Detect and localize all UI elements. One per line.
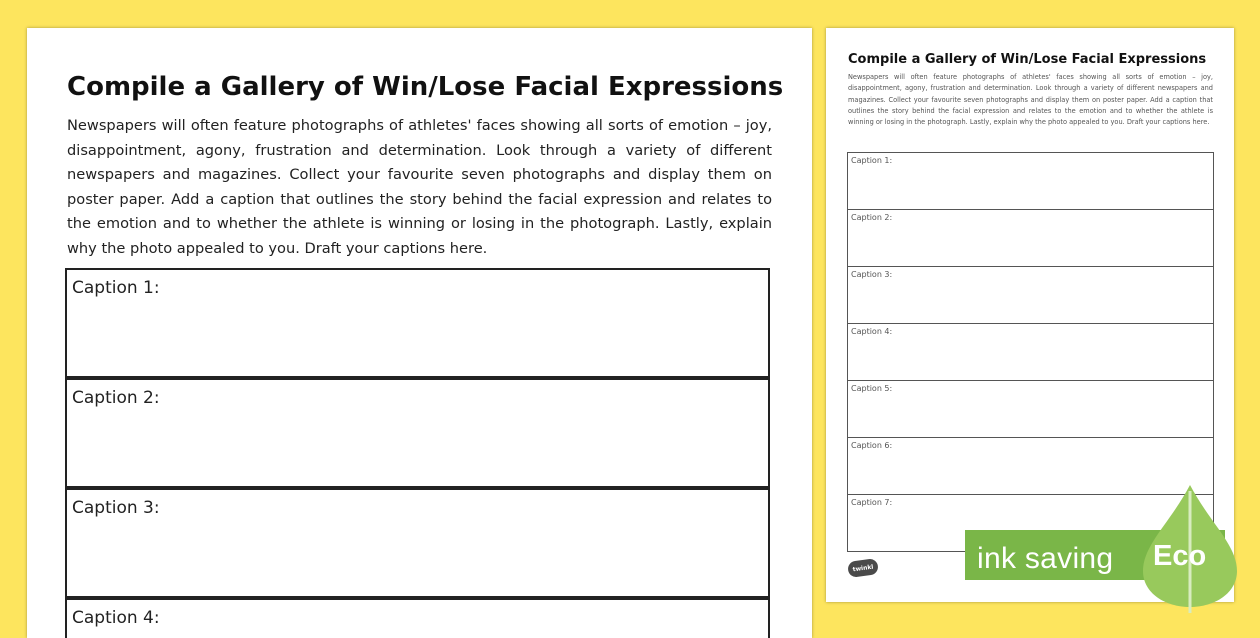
caption-box-3 xyxy=(65,488,770,598)
thumbnail-caption-label-7: Caption 7: xyxy=(851,498,893,507)
thumbnail-caption-box-5 xyxy=(847,380,1214,438)
caption-box-4 xyxy=(65,598,770,638)
caption-label-4: Caption 4: xyxy=(72,608,160,628)
caption-label-1: Caption 1: xyxy=(72,278,160,298)
thumbnail-caption-label-1: Caption 1: xyxy=(851,156,893,165)
thumbnail-caption-box-4 xyxy=(847,323,1214,381)
thumbnail-instructions: Newspapers will often feature photographs of athletes' faces showing all sorts of emotion – joy, disappointment, agony, frustration and determination. Look through a variety of different newspapers and magazines. Collect your favourite seven photographs and display them on poster paper. Add a caption that outlines the story behind the facial expression and relates to the emotion and to whether the athlete is winning or losing in the photograph. Lastly, explain why the photo appealed to you. Draft your captions here. xyxy=(848,73,1213,127)
thumbnail-caption-label-6: Caption 6: xyxy=(851,441,893,450)
worksheet-page-large xyxy=(27,28,812,638)
thumbnail-caption-label-2: Caption 2: xyxy=(851,213,893,222)
thumbnail-caption-box-2 xyxy=(847,209,1214,267)
thumbnail-title: Compile a Gallery of Win/Lose Facial Expressions xyxy=(848,52,1207,67)
badge-label: ink saving xyxy=(977,542,1114,575)
caption-label-3: Caption 3: xyxy=(72,498,160,518)
thumbnail-caption-label-3: Caption 3: xyxy=(851,270,893,279)
ink-saving-badge xyxy=(965,483,1247,613)
thumbnail-caption-label-4: Caption 4: xyxy=(851,327,893,336)
caption-box-1 xyxy=(65,268,770,378)
caption-label-2: Caption 2: xyxy=(72,388,160,408)
thumbnail-caption-box-3 xyxy=(847,266,1214,324)
caption-box-2 xyxy=(65,378,770,488)
worksheet-title: Compile a Gallery of Win/Lose Facial Expressions xyxy=(67,72,784,102)
thumbnail-caption-box-1 xyxy=(847,152,1214,210)
thumbnail-caption-label-5: Caption 5: xyxy=(851,384,893,393)
badge-eco-label: Eco xyxy=(1153,540,1207,572)
twinkl-logo: twinkl xyxy=(847,558,879,578)
worksheet-instructions: Newspapers will often feature photographs of athletes' faces showing all sorts of emotion – joy, disappointment, agony, frustration and determination. Look through a variety of different newspapers and magazines. Collect your favourite seven photographs and display them on poster paper. Add a caption that outlines the story behind the facial expression and relates to the emotion and to whether the athlete is winning or losing in the photograph. Lastly, explain why the photo appealed to you. Draft your captions here. xyxy=(67,117,772,257)
